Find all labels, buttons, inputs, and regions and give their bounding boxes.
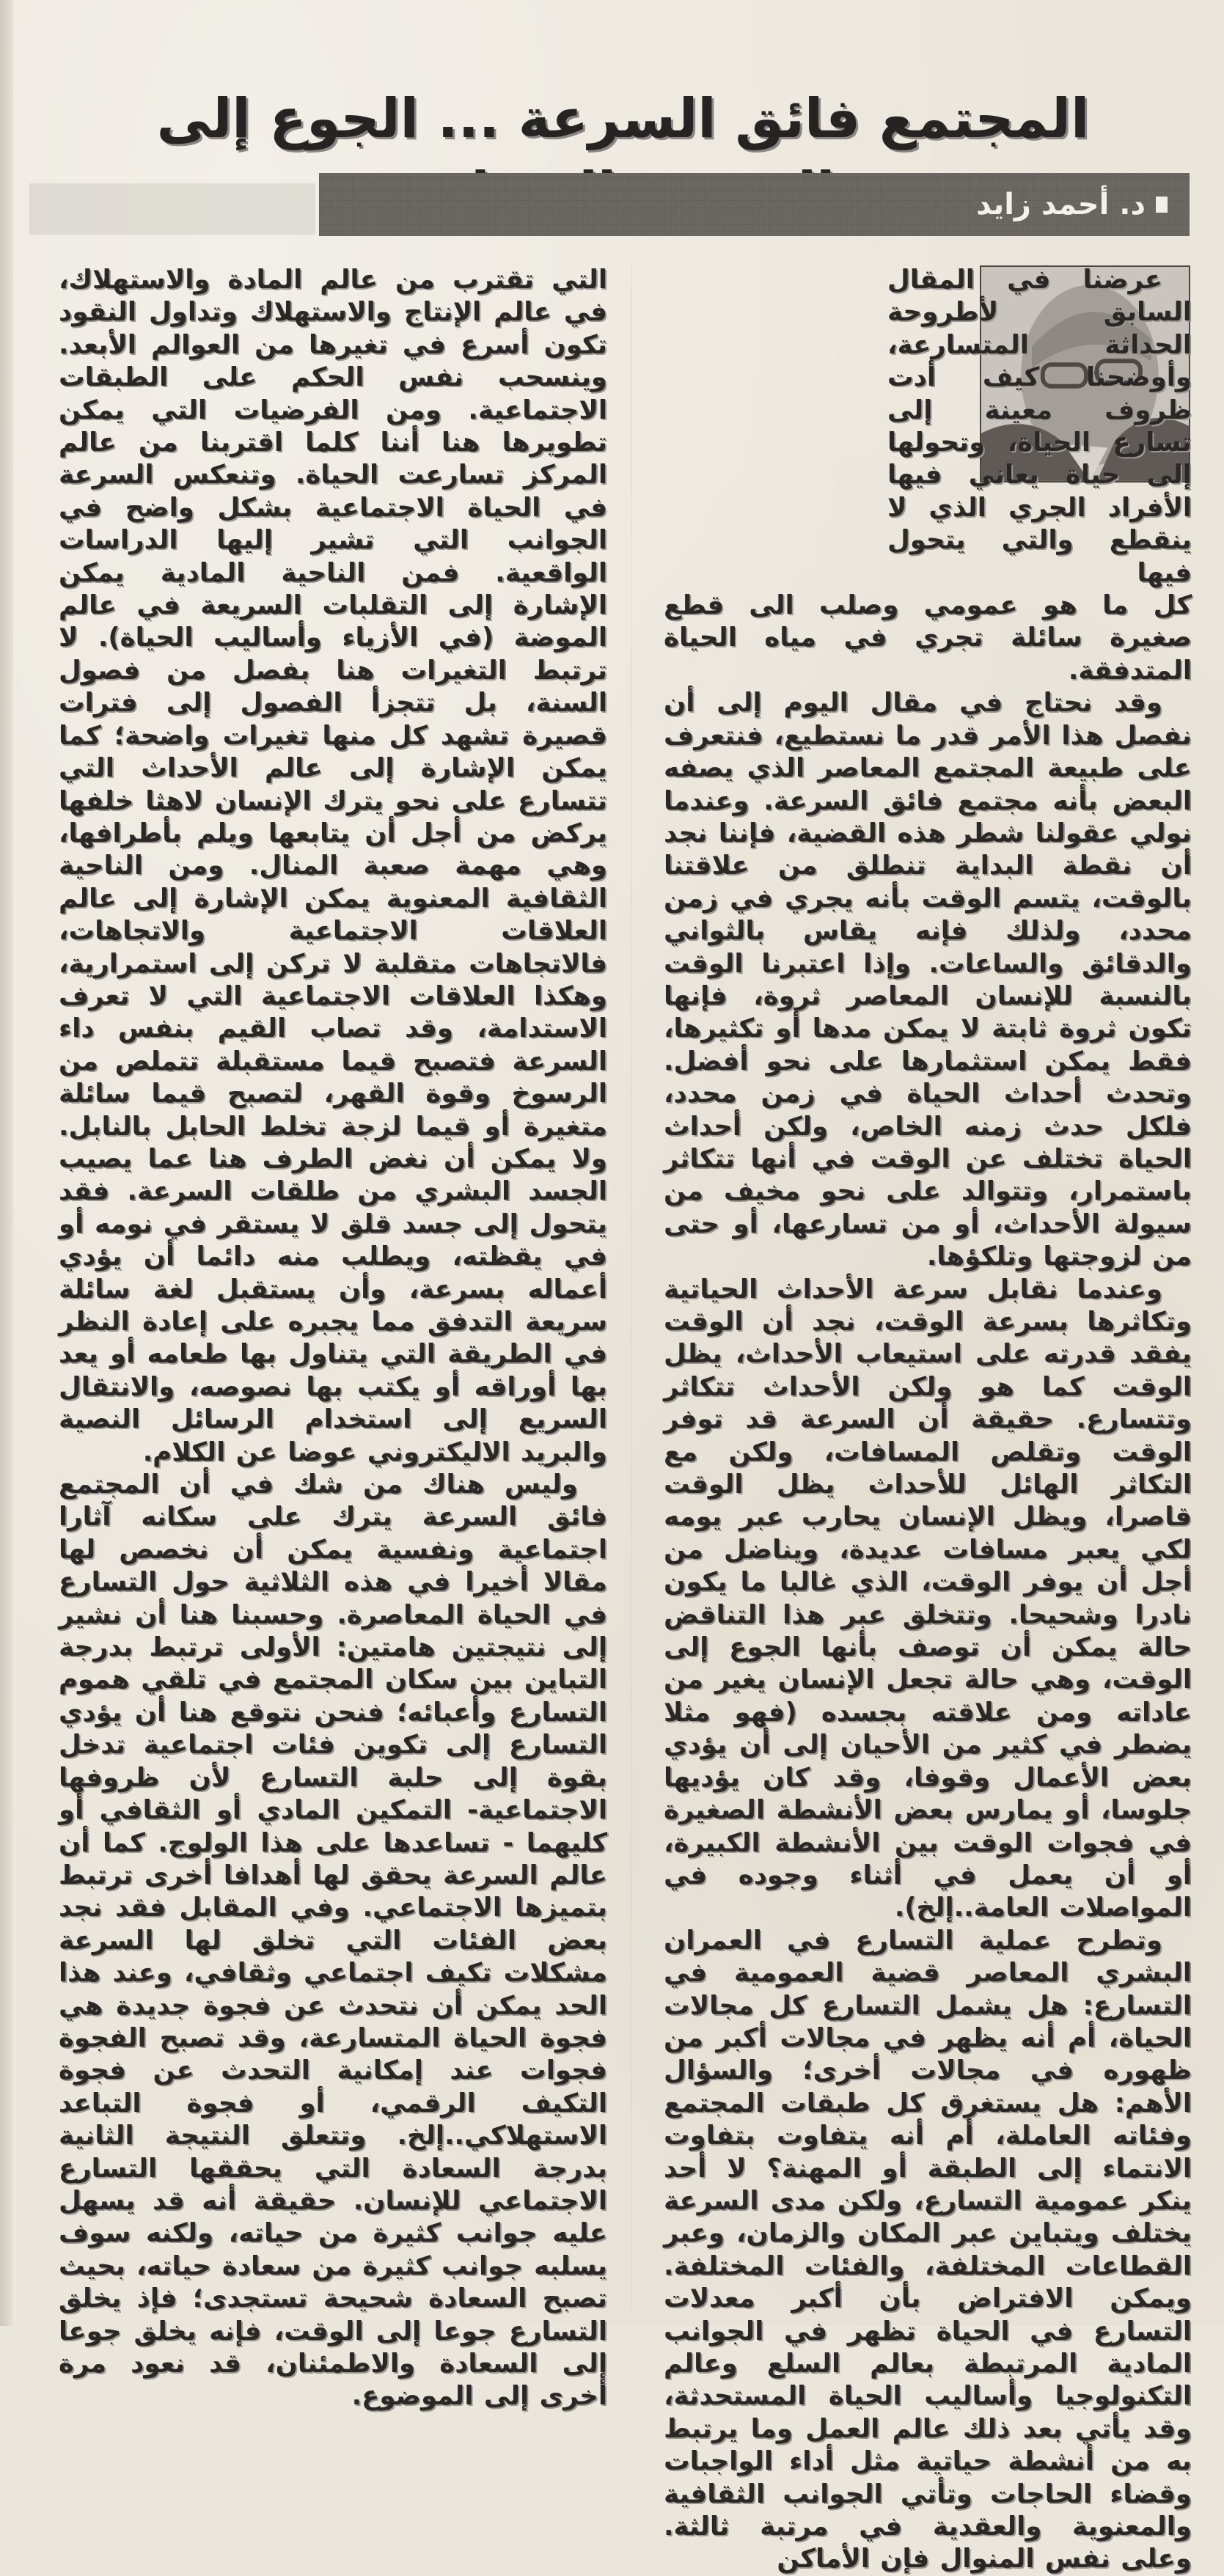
article-column-right	[664, 264, 1192, 2576]
byline-banner	[319, 173, 1190, 236]
article-headline: المجتمع فائق السرعة ... الجوع إلى	[156, 87, 1090, 150]
article-paragraph: عرضنا في المقال السابق لأطروحة الحداثة المتسارعة، وأوضحنا كيف أدت ظروف معينة إلى تسارع الحياة، وتحولها إلى حياة يعاني فيها الأفراد الجري الذي لا ينقطع والتي يتحول فيها	[887, 265, 1192, 588]
author-name: د. أحمد زايد	[976, 188, 1146, 221]
article-paragraph: وقد نحتاج في مقال اليوم إلى أن نفصل هذا الأمر قدر ما نستطيع، فنتعرف على طبيعة المجتمع المعاصر الذي يصفه البعض بأنه مجتمع فائق السرعة. وعندما نولي عقولنا شطر هذه القضية، فإننا نجد أن نقطة البداية تنطلق من علاقتنا بالوقت، يتسم الوقت بأنه يجري في زمن محدد، ولذلك فإنه يقاس بالثواني والدقائق والساعات. وإذا اعتبرنا الوقت بالنسبة للإنسان المعاصر ثروة، فإنها تكون ثروة ثابتة لا يمكن مدها أو تكثيرها، فقط يمكن استثمارها على نحو أفضل. وتحدث أحداث الحياة في زمن محدد، فلكل حدث زمنه الخاص، ولكن أحداث الحياة تختلف عن الوقت في أنها تتكاثر باستمرار، وتتوالد على نحو مخيف من سيولة الأحداث، أو من تسارعها، أو حتى من لزوجتها وتلكؤها.	[664, 688, 1192, 1272]
bleed-through-block	[29, 183, 315, 235]
article-paragraph: التي تقترب من عالم المادة والاستهلاك، في عالم الإنتاج والاستهلاك وتداول النقود تكون أسرع في تغيرها من العوالم الأبعد. وينسحب نفس الحكم على الطبقات الاجتماعية. ومن الفرضيات التي يمكن تطويرها هنا أننا كلما اقتربنا من عالم المركز تسارعت الحياة. وتنعكس السرعة في الحياة الاجتماعية بشكل واضح في الجوانب التي تشير إليها الدراسات الواقعية. فمن الناحية المادية يمكن الإشارة إلى التقلبات السريعة في عالم الموضة (في الأزياء وأساليب الحياة). لا ترتبط التغيرات هنا بفصل من فصول السنة، بل تتجزأ الفصول إلى فترات قصيرة تشهد كل منها تغيرات واضحة؛ كما يمكن الإشارة إلى عالم الأحداث التي تتسارع على نحو يترك الإنسان لاهثا خلفها يركض من أجل أن يتابعها ويلم بأطرافها، وهي مهمة صعبة المنال. ومن الناحية الثقافية المعنوية يمكن الإشارة إلى عالم العلاقات الاجتماعية والاتجاهات، فالاتجاهات متقلبة لا تركن إلى استمرارية، وهكذا العلاقات الاجتماعية التي لا تعرف الاستدامة، وقد تصاب القيم بنفس داء السرعة فتصبح قيما مستقبلة تتملص من الرسوخ وقوة القهر، لتصبح قيما سائلة متغيرة أو قيما لزجة تخلط الحابل بالنابل. ولا يمكن أن نغض الطرف هنا عما يصيب الجسد البشري من طلقات السرعة. فقد يتحول إلى جسد قلق لا يستقر في نومه أو في يقظته، ويطلب منه دائما أن يؤدي أعماله بسرعة، وأن يستقبل لغة سائلة سريعة التدفق مما يجبره على إعادة النظر في الطريقة التي يتناول بها طعامه أو يعد بها أوراقه أو يكتب بها نصوصه، والانتقال السريع إلى استخدام الرسائل النصية والبريد الاليكتروني عوضا عن الكلام.	[59, 265, 607, 1467]
article-paragraph: وليس هناك من شك في أن المجتمع فائق السرعة يترك على سكانه آثارا اجتماعية ونفسية يمكن أن نخصص لها مقالا أخيرا في هذه الثلاثية حول التسارع في الحياة المعاصرة. وحسبنا هنا أن نشير إلى نتيجتين هامتين: الأولى ترتبط بدرجة التباين بين سكان المجتمع في تلقي هموم التسارع وأعبائه؛ فنحن نتوقع هنا أن يؤدي التسارع إلى تكوين فئات اجتماعية تدخل بقوة إلى حلبة التسارع لأن ظروفها الاجتماعية- التمكين المادي أو الثقافي أو كليهما - تساعدها على هذا الولوج. كما أن عالم السرعة يحقق لها أهدافا أخرى ترتبط بتميزها الاجتماعي. وفي المقابل فقد نجد بعض الفئات التي تخلق لها السرعة مشكلات تكيف اجتماعي وثقافي، وعند هذا الحد يمكن أن نتحدث عن فجوة جديدة هي فجوة الحياة المتسارعة، وقد تصبح الفجوة فجوات عند إمكانية التحدث عن فجوة التكيف الرقمي، أو فجوة التباعد الاستهلاكي..إلخ. وتتعلق النتيجة الثانية بدرجة السعادة التي يحققها التسارع الاجتماعي للإنسان. حقيقة أنه قد يسهل عليه جوانب كثيرة من حياته، ولكنه سوف يسلبه جوانب كثيرة من سعادة حياته، بحيث تصبح السعادة شحيحة تستجدى؛ فإذ يخلق التسارع جوعا إلى الوقت، فإنه يخلق جوعا إلى السعادة والاطمئنان، قد نعود مرة أخرى إلى الموضوع.	[59, 1469, 607, 2412]
article-paragraph: وتطرح عملية التسارع في العمران البشري المعاصر قضية العمومية في التسارع: هل يشمل التسارع كل مجالات الحياة، أم أنه يظهر في مجالات أكبر من ظهوره في مجالات أخرى؛ والسؤال الأهم: هل يستغرق كل طبقات المجتمع وفئاته العاملة، أم أنه يتفاوت بتفاوت الانتماء إلى الطبقة أو المهنة؟ لا أحد ينكر عمومية التسارع، ولكن مدى السرعة يختلف ويتباين عبر المكان والزمان، وعبر القطاعات المختلفة، والفئات المختلفة. ويمكن الافتراض بأن أكبر معدلات التسارع في الحياة تظهر في الجوانب المادية المرتبطة بعالم السلع وعالم التكنولوجيا وأساليب الحياة المستحدثة، وقد يأتي بعد ذلك عالم العمل وما يرتبط به من أنشطة حياتية مثل أداء الواجبات وقضاء الحاجات وتأتي الجوانب الثقافية والمعنوية والعقدية في مرتبة ثالثة. وعلى نفس المنوال فإن الأماكن	[664, 1925, 1192, 2575]
article-paragraph: كل ما هو عمومي وصلب الى قطع صغيرة سائلة تجري في مياه الحياة المتدفقة.	[664, 590, 1192, 686]
article-paragraph: وعندما نقابل سرعة الأحداث الحياتية وتكاثرها بسرعة الوقت، نجد أن الوقت يفقد قدرته على استيعاب الأحداث، يظل الوقت كما هو ولكن الأحداث تتكاثر وتتسارع. حقيقة أن السرعة قد توفر الوقت وتقلص المسافات، ولكن مع التكاثر الهائل للأحداث يظل الوقت قاصرا، ويظل الإنسان يحارب عبر يومه لكي يعبر مسافات عديدة، ويناضل من أجل أن يوفر الوقت، الذي غالبا ما يكون نادرا وشحيحا. وتتخلق عبر هذا التناقض حالة يمكن أن توصف بأنها الجوع إلى الوقت، وهي حالة تجعل الإنسان يغير من عاداته ومن علاقته بجسده (فهو مثلا يضطر في كثير من الأحيان إلى أن يؤدي بعض الأعمال وقوفا، وقد كان يؤديها جلوسا، أو يمارس بعض الأنشطة الصغيرة في فجوات الوقت بين الأنشطة الكبيرة، أو أن يعمل في أثناء وجوده في المواصلات العامة..إلخ).	[664, 1274, 1192, 1923]
article-column-left	[59, 264, 607, 2413]
scan-edge	[0, 0, 13, 2326]
bullet-square-icon	[1156, 197, 1168, 213]
